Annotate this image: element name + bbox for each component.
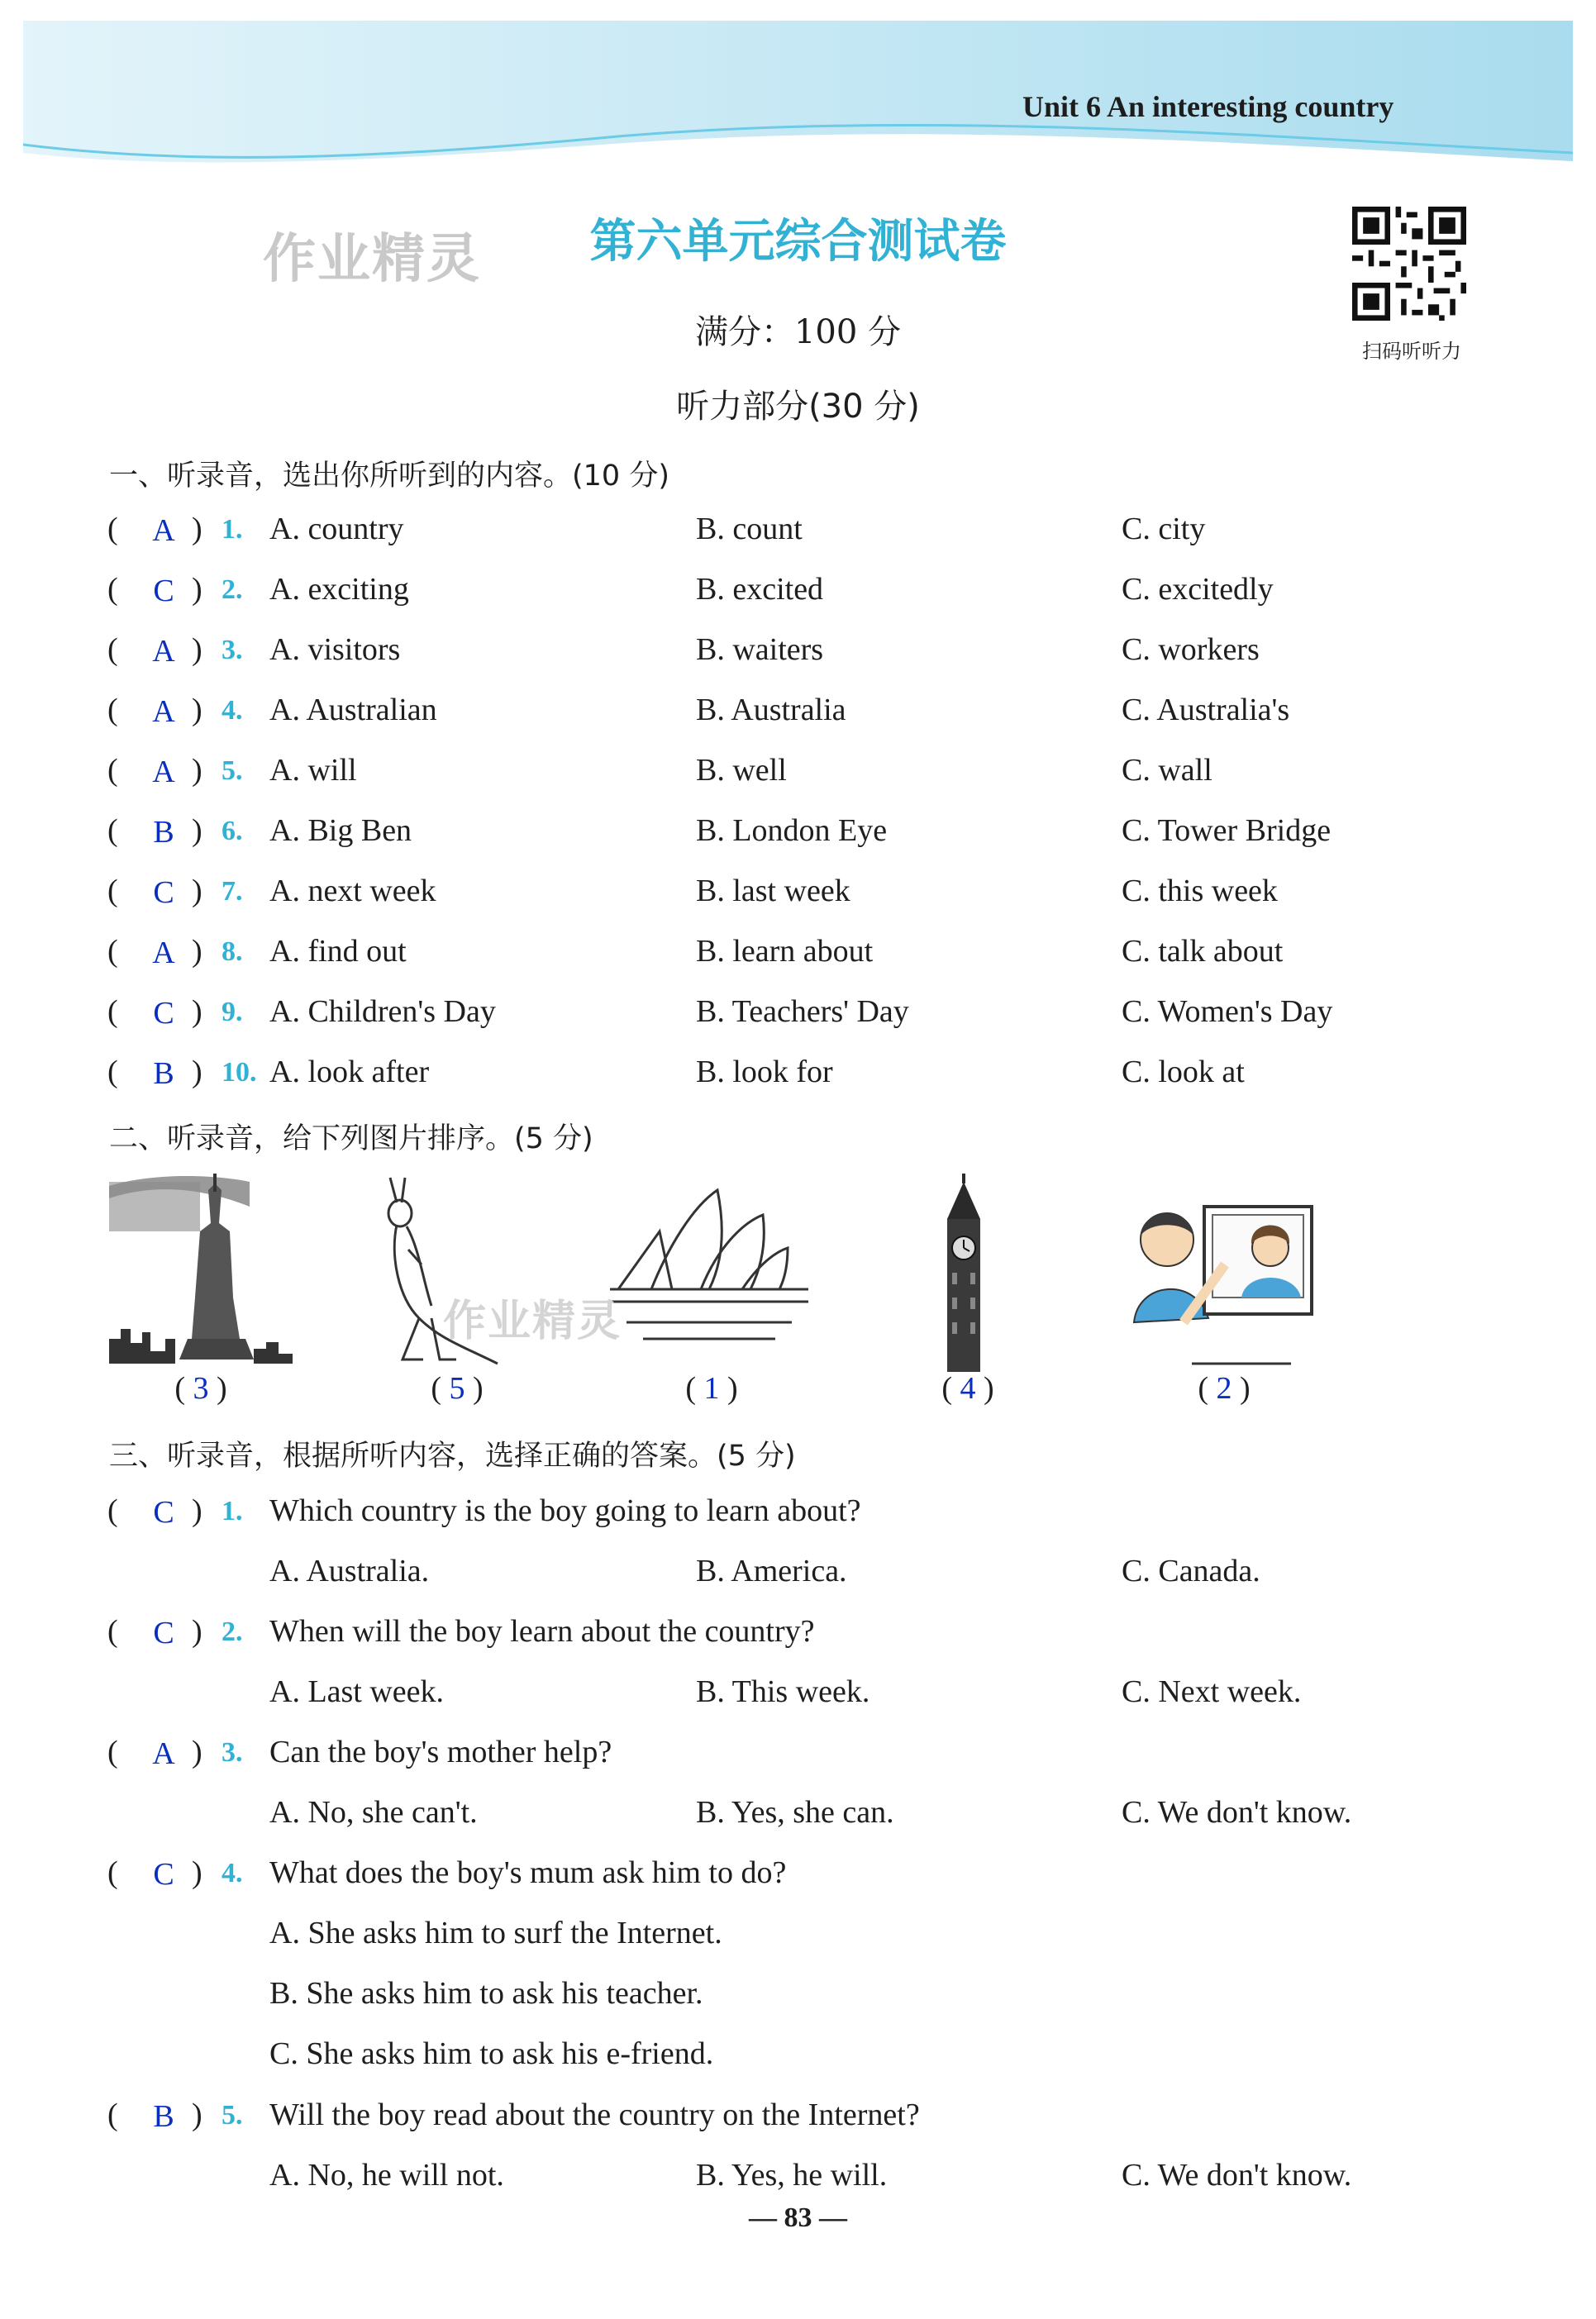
option-a[interactable]: A. No, he will not. (269, 2158, 504, 2193)
option-a[interactable]: A. next week (269, 874, 436, 908)
option-a[interactable]: A. Australia. (269, 1554, 430, 1588)
answer-mark[interactable]: A (152, 694, 175, 729)
picture-order-2[interactable] (391, 1370, 523, 1407)
question-number: 5. (222, 755, 243, 786)
paren-close: ) (192, 632, 202, 667)
option-c[interactable]: C. Women's Day (1122, 994, 1333, 1029)
order-answer[interactable]: 4 (960, 1371, 976, 1406)
question-number: 1. (222, 514, 243, 545)
answer-mark[interactable]: A (152, 634, 175, 669)
answer-mark[interactable]: B (153, 2099, 174, 2134)
question-number: 2. (222, 574, 243, 605)
paren-open: ( (107, 2098, 118, 2132)
option-c[interactable]: C. Canada. (1122, 1554, 1260, 1588)
paren-open: ( (1198, 1371, 1217, 1406)
paren-open: ( (107, 874, 118, 908)
paren-open: ( (107, 813, 118, 848)
option-c[interactable]: C. talk about (1122, 934, 1284, 969)
paren-close: ) (192, 572, 202, 607)
question-number: 7. (222, 876, 243, 907)
paren-open: ( (107, 632, 118, 667)
paren-close: ) (208, 1371, 227, 1406)
order-answer[interactable]: 1 (703, 1371, 720, 1406)
option-b[interactable]: B. waiters (696, 632, 824, 667)
sydney-opera-house-icon (610, 1174, 808, 1372)
answer-mark[interactable]: A (152, 1736, 175, 1771)
paren-open: ( (107, 693, 118, 727)
answer-mark[interactable]: B (153, 1056, 174, 1091)
option-c[interactable]: C. We don't know. (1122, 2158, 1352, 2193)
option-b[interactable]: B. excited (696, 572, 824, 607)
option-a[interactable]: A. Children's Day (269, 994, 496, 1029)
question-number: 3. (222, 1737, 243, 1768)
page-number: — 83 — (749, 2202, 847, 2233)
paren-open: ( (107, 1614, 118, 1649)
option-b[interactable]: B. Australia (696, 693, 846, 727)
page-title: 第六单元综合测试卷 (589, 215, 1007, 269)
answer-mark[interactable]: A (152, 936, 175, 970)
paren-open: ( (107, 512, 118, 546)
option-b[interactable]: B. America. (696, 1554, 847, 1588)
picture-order-1[interactable] (135, 1370, 267, 1407)
question-text: Can the boy's mother help? (269, 1735, 612, 1769)
picture-order-4[interactable] (902, 1370, 1034, 1407)
option-c[interactable]: C. this week (1122, 874, 1278, 908)
paren-close: ) (465, 1371, 484, 1406)
option-c[interactable]: C. She asks him to ask his e-friend. (269, 2036, 714, 2071)
option-b[interactable]: B. London Eye (696, 813, 888, 848)
paren-open: ( (941, 1371, 960, 1406)
option-c[interactable]: C. excitedly (1122, 572, 1274, 607)
question-text: When will the boy learn about the country? (269, 1614, 815, 1649)
answer-mark[interactable]: C (153, 996, 174, 1031)
option-a[interactable]: A. Australian (269, 693, 437, 727)
option-a[interactable]: A. exciting (269, 572, 409, 607)
option-a[interactable]: A. find out (269, 934, 407, 969)
option-b[interactable]: B. Yes, he will. (696, 2158, 888, 2193)
paren-open: ( (107, 572, 118, 607)
question-number: 4. (222, 1858, 243, 1888)
section-2-heading: 二、听录音，给下列图片排序。(5 分) (109, 1122, 593, 1155)
option-a[interactable]: A. visitors (269, 632, 401, 667)
answer-mark[interactable]: A (152, 755, 175, 789)
question-text: Will the boy read about the country on the Internet? (269, 2098, 920, 2132)
answer-mark[interactable]: A (152, 513, 175, 548)
picture-order-5[interactable] (1158, 1370, 1290, 1407)
order-answer[interactable]: 5 (449, 1371, 465, 1406)
answer-mark[interactable]: C (153, 574, 174, 608)
paren-close: ) (192, 1735, 202, 1769)
question-number: 2. (222, 1617, 243, 1647)
option-a[interactable]: A. She asks him to surf the Internet. (269, 1916, 722, 1950)
paren-close: ) (192, 934, 202, 969)
paren-close: ) (719, 1371, 738, 1406)
paren-open: ( (107, 934, 118, 969)
option-b[interactable]: B. Yes, she can. (696, 1795, 894, 1830)
question-number: 3. (222, 635, 243, 665)
paren-close: ) (192, 753, 202, 788)
question-number: 5. (222, 2100, 243, 2131)
paren-open: ( (431, 1371, 450, 1406)
option-b[interactable]: B. look for (696, 1055, 833, 1089)
option-c[interactable]: C. Tower Bridge (1122, 813, 1332, 848)
answer-mark[interactable]: C (153, 875, 174, 910)
paren-open: ( (174, 1371, 193, 1406)
paren-open: ( (685, 1371, 704, 1406)
option-c[interactable]: C. We don't know. (1122, 1795, 1352, 1830)
picture-order-3[interactable] (646, 1370, 778, 1407)
option-c[interactable]: C. wall (1122, 753, 1212, 788)
paren-close: ) (192, 2098, 202, 2132)
option-b[interactable]: B. learn about (696, 934, 874, 969)
paren-open: ( (107, 1735, 118, 1769)
option-a[interactable]: A. No, she can't. (269, 1795, 478, 1830)
statue-of-liberty-icon (109, 1174, 293, 1372)
option-a[interactable]: A. look after (269, 1055, 430, 1089)
option-c[interactable]: C. Australia's (1122, 693, 1290, 727)
paren-close: ) (192, 1493, 202, 1528)
paren-close: ) (975, 1371, 994, 1406)
option-c[interactable]: C. city (1122, 512, 1206, 546)
watermark-2: 作业精灵 (443, 1297, 622, 1346)
unit-header: Unit 6 An interesting country (1022, 90, 1394, 123)
section-3-heading: 三、听录音，根据所听内容，选择正确的答案。(5 分) (109, 1440, 796, 1473)
paren-open: ( (107, 994, 118, 1029)
question-text: Which country is the boy going to learn about? (269, 1493, 861, 1528)
question-text: What does the boy's mum ask him to do? (269, 1855, 787, 1890)
option-b[interactable]: B. This week. (696, 1674, 870, 1709)
qr-code-icon[interactable] (1352, 207, 1466, 321)
paren-close: ) (192, 813, 202, 848)
video-call-icon (1126, 1174, 1316, 1372)
paren-close: ) (192, 1055, 202, 1089)
option-b[interactable]: B. Teachers' Day (696, 994, 909, 1029)
question-number: 1. (222, 1496, 243, 1526)
answer-mark[interactable]: C (153, 1857, 174, 1892)
paren-open: ( (107, 1055, 118, 1089)
paren-close: ) (192, 994, 202, 1029)
listening-heading: 听力部分(30 分) (676, 388, 920, 426)
question-number: 8. (222, 936, 243, 967)
answer-mark[interactable]: C (153, 1616, 174, 1650)
qr-label: 扫码听听力 (1362, 340, 1461, 363)
option-c[interactable]: C. Next week. (1122, 1674, 1302, 1709)
answer-mark[interactable]: C (153, 1495, 174, 1530)
paren-close: ) (192, 693, 202, 727)
option-b[interactable]: B. last week (696, 874, 850, 908)
option-b[interactable]: B. well (696, 753, 787, 788)
big-ben-icon (931, 1174, 997, 1372)
option-a[interactable]: A. country (269, 512, 404, 546)
option-a[interactable]: A. will (269, 753, 357, 788)
paren-close: ) (1232, 1371, 1251, 1406)
order-answer[interactable]: 2 (1216, 1371, 1232, 1406)
paren-close: ) (192, 874, 202, 908)
question-number: 10. (222, 1057, 257, 1088)
question-number: 6. (222, 816, 243, 846)
paren-close: ) (192, 512, 202, 546)
option-b[interactable]: B. count (696, 512, 803, 546)
section-1-heading: 一、听录音，选出你所听到的内容。(10 分) (109, 460, 669, 493)
option-a[interactable]: A. Last week. (269, 1674, 445, 1709)
paren-open: ( (107, 753, 118, 788)
full-score: 满分：100 分 (694, 313, 902, 351)
paren-close: ) (192, 1855, 202, 1890)
paren-open: ( (107, 1855, 118, 1890)
option-c[interactable]: C. workers (1122, 632, 1260, 667)
option-b[interactable]: B. She asks him to ask his teacher. (269, 1976, 703, 2011)
paren-close: ) (192, 1614, 202, 1649)
order-answer[interactable]: 3 (193, 1371, 209, 1406)
option-c[interactable]: C. look at (1122, 1055, 1245, 1089)
question-number: 9. (222, 997, 243, 1027)
option-a[interactable]: A. Big Ben (269, 813, 412, 848)
watermark: 作业精灵 (263, 229, 481, 290)
paren-open: ( (107, 1493, 118, 1528)
question-number: 4. (222, 695, 243, 726)
answer-mark[interactable]: B (153, 815, 174, 850)
